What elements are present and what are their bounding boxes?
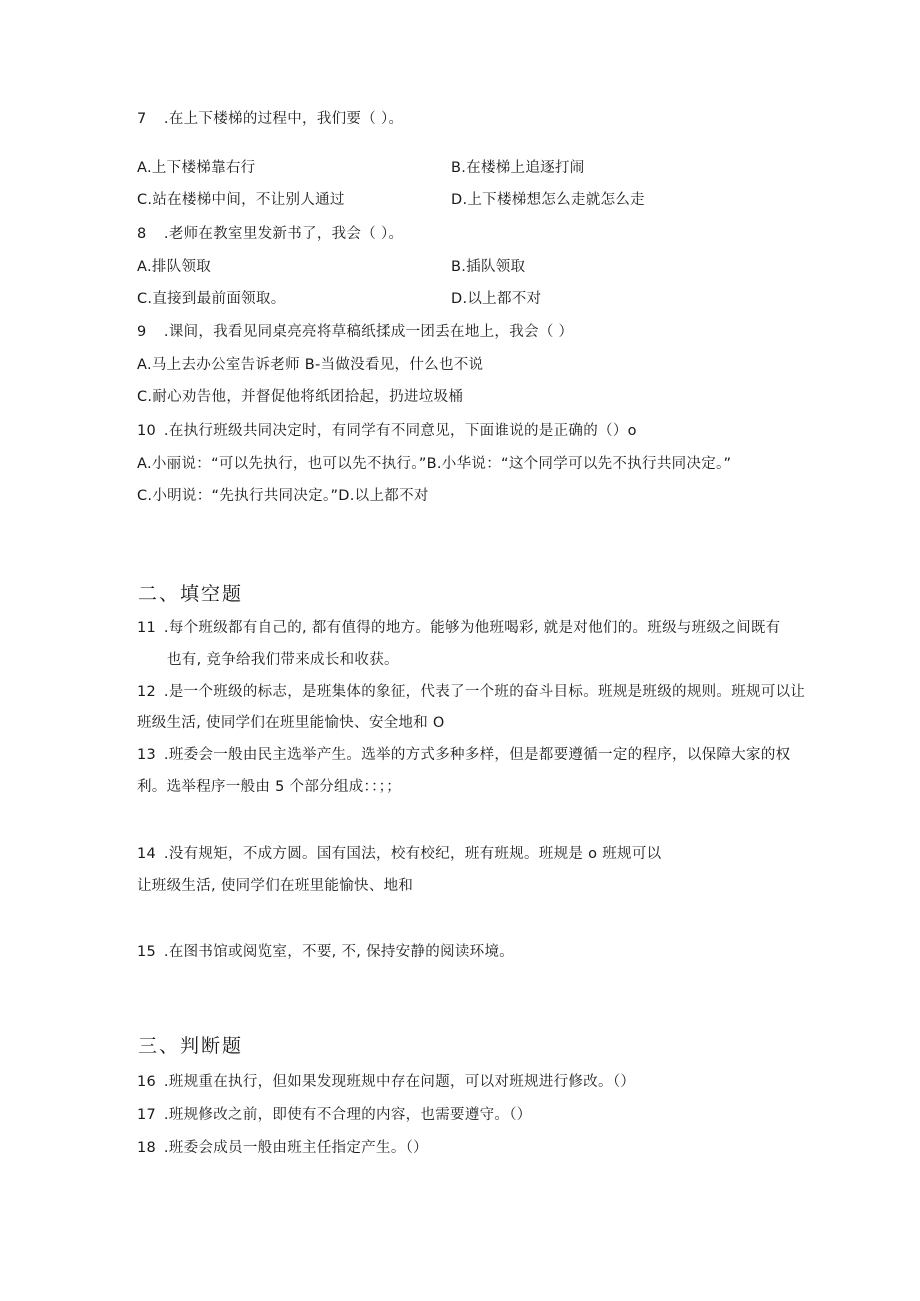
option-ab: A.马上去办公室告诉老师 B-当做没看见，什么也不说 bbox=[137, 357, 484, 373]
question-number: 14 bbox=[137, 846, 157, 862]
question-number: 7 bbox=[137, 111, 147, 127]
question-number: 18 bbox=[137, 1140, 157, 1156]
option-c: C.耐心劝告他，并督促他将纸团拾起，扔进垃圾桶 bbox=[137, 389, 464, 405]
option-b: B.在楼梯上追逐打闹 bbox=[451, 160, 585, 176]
question-text: .在上下楼梯的过程中，我们要（ ）。 bbox=[163, 111, 404, 127]
option-ab: A.小丽说：“可以先执行，也可以先不执行。”B.小华说：“这个同学可以先不执行共同决定。” bbox=[137, 456, 732, 472]
question-text: .在图书馆或阅览室，不要, 不, 保持安静的阅读环境。 bbox=[163, 944, 515, 960]
question-17 bbox=[137, 1105, 532, 1125]
question-13-continuation: 利。选举程序一般由 5 个部分组成：：；； bbox=[137, 779, 401, 795]
question-text: .课间，我看见同桌亮亮将草稿纸揉成一团丢在地上，我会（ ） bbox=[163, 324, 574, 340]
option-c: C.站在楼梯中间，不让别人通过 bbox=[137, 192, 345, 208]
option-a: A.上下楼梯靠右行 bbox=[137, 160, 256, 176]
question-number: 15 bbox=[137, 944, 157, 960]
question-10 bbox=[137, 421, 637, 441]
question-text: .没有规矩，不成方圆。国有国法，校有校纪，班有班规。班规是 o 班规可以 bbox=[163, 846, 662, 862]
question-text: .每个班级都有自己的, 都有值得的地方。能够为他班喝彩, 就是对他们的。班级与班级之间既有 bbox=[163, 620, 781, 636]
question-9 bbox=[137, 322, 573, 342]
question-text: .班委会一般由民主选举产生。选举的方式多种多样，但是都要遵循一定的程序，以保障大家的权 bbox=[163, 747, 791, 763]
question-12-continuation: 班级生活, 使同学们在班里能愉快、安全地和 O bbox=[137, 715, 445, 731]
question-14 bbox=[137, 844, 661, 864]
option-a: A.排队领取 bbox=[137, 259, 212, 275]
question-18 bbox=[137, 1138, 428, 1158]
question-number: 10 bbox=[137, 423, 157, 439]
question-7 bbox=[137, 109, 403, 129]
question-13 bbox=[137, 745, 790, 765]
question-15 bbox=[137, 942, 514, 962]
section-heading-true-false: 三、判断题 bbox=[138, 1035, 244, 1057]
question-text: .班委会成员一般由班主任指定产生。（） bbox=[163, 1140, 428, 1156]
question-text: .是一个班级的标志，是班集体的象征，代表了一个班的奋斗目标。班规是班级的规则。班规可以让 bbox=[163, 684, 806, 700]
question-number: 8 bbox=[137, 226, 147, 242]
question-text: .在执行班级共同决定时，有同学有不同意见，下面谁说的是正确的（）o bbox=[163, 423, 637, 439]
question-11 bbox=[137, 618, 780, 638]
question-number: 17 bbox=[137, 1107, 157, 1123]
question-number: 13 bbox=[137, 747, 157, 763]
question-8 bbox=[137, 224, 403, 244]
question-11-continuation: 也有, 竞争给我们带来成长和收获。 bbox=[167, 652, 399, 668]
option-c: C.直接到最前面领取。 bbox=[137, 291, 286, 307]
question-number: 11 bbox=[137, 620, 157, 636]
question-16 bbox=[137, 1072, 635, 1092]
section-heading-fill-in: 二、填空题 bbox=[138, 583, 244, 605]
question-number: 12 bbox=[137, 684, 157, 700]
question-text: .班规重在执行，但如果发现班规中存在问题，可以对班规进行修改。（） bbox=[163, 1074, 636, 1090]
question-14-continuation: 让班级生活, 使同学们在班里能愉快、地和 bbox=[137, 878, 414, 894]
question-12 bbox=[137, 682, 805, 702]
question-number: 9 bbox=[137, 324, 147, 340]
question-text: .老师在教室里发新书了，我会（ ）。 bbox=[163, 226, 404, 242]
question-number: 16 bbox=[137, 1074, 157, 1090]
option-b: B.插队领取 bbox=[451, 259, 526, 275]
question-text: .班规修改之前，即使有不合理的内容，也需要遵守。（） bbox=[163, 1107, 532, 1123]
option-d: D.上下楼梯想怎么走就怎么走 bbox=[451, 192, 645, 208]
option-d: D.以上都不对 bbox=[451, 291, 542, 307]
option-cd: C.小明说：“先执行共同决定。”D.以上都不对 bbox=[137, 488, 429, 504]
